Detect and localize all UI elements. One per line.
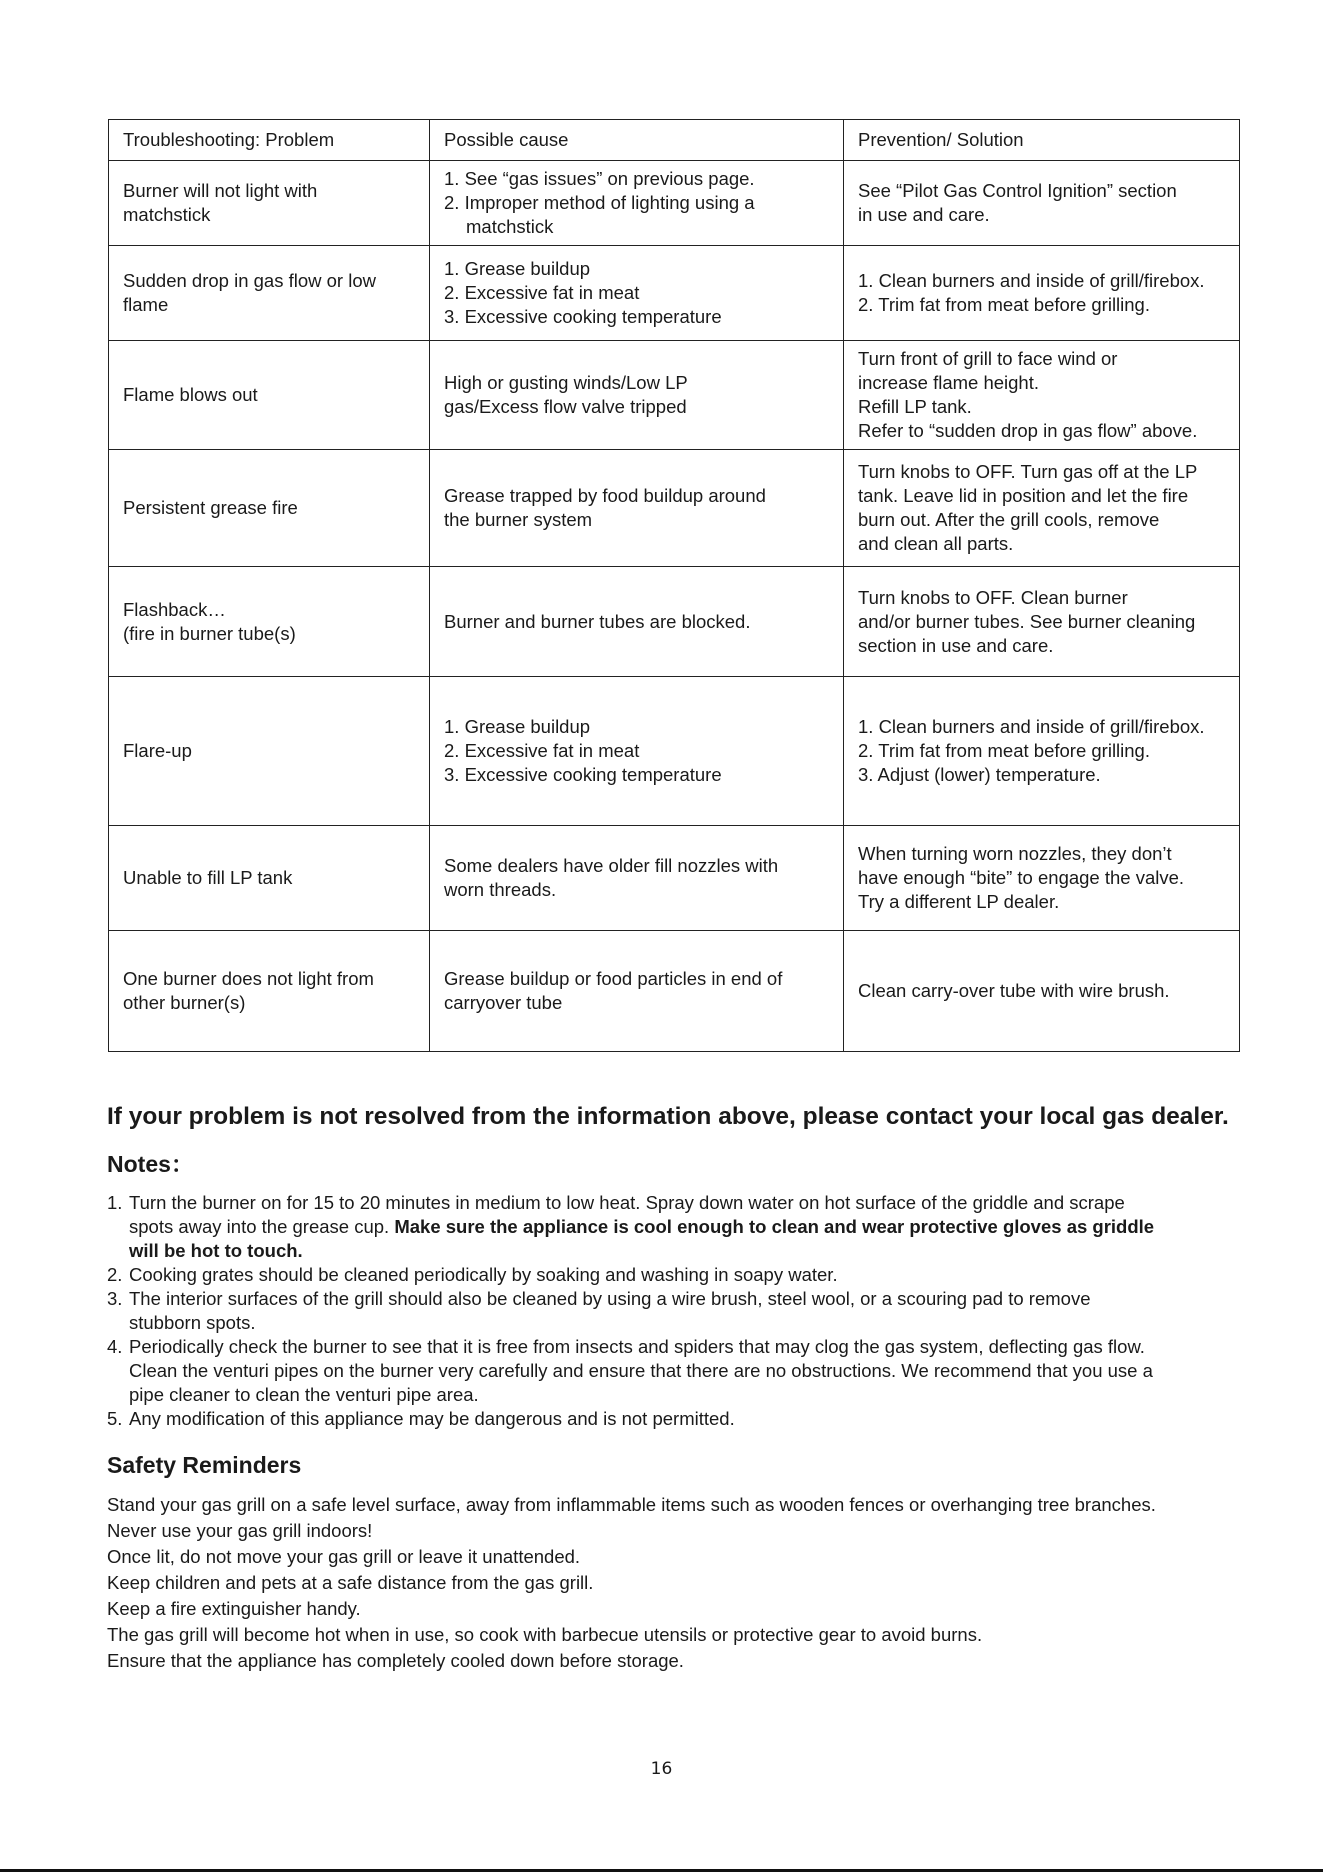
- note-number: 2.: [107, 1264, 123, 1285]
- cause-cell: [430, 341, 844, 450]
- note-line: [129, 1359, 1247, 1383]
- note-text: Cooking grates should be cleaned periodically by soaking and washing in soapy water.: [129, 1264, 838, 1285]
- cause-line: matchstick: [466, 216, 554, 237]
- solution-cell: [844, 677, 1240, 826]
- solution-line: tank. Leave lid in position and let the fire: [858, 485, 1189, 506]
- table-row: [109, 341, 1240, 450]
- note-line: [129, 1335, 1247, 1359]
- solution-line: in use and care.: [858, 204, 990, 225]
- safety-item: Stand your gas grill on a safe level surface, away from inflammable items such as wooden fences or overhanging tree branches.: [107, 1494, 1156, 1515]
- solution-line: 2. Trim fat from meat before grilling.: [858, 294, 1150, 315]
- note-number: 3.: [107, 1288, 123, 1309]
- safety-reminders-heading: Safety Reminders: [107, 1452, 302, 1478]
- cause-line: Burner and burner tubes are blocked.: [444, 610, 751, 632]
- safety-item: Once lit, do not move your gas grill or leave it unattended.: [107, 1546, 581, 1567]
- cause-line: the burner system: [444, 509, 593, 530]
- safety-reminders-list: [107, 1492, 1267, 1674]
- note-item: [107, 1191, 1247, 1263]
- note-text: pipe cleaner to clean the venturi pipe area.: [129, 1384, 479, 1405]
- cause-cell: [430, 246, 844, 341]
- cause-cell: [430, 450, 844, 567]
- problem-line: Burner will not light with: [123, 180, 318, 201]
- problem-line: other burner(s): [123, 992, 246, 1013]
- solution-line: Clean carry-over tube with wire brush.: [858, 980, 1170, 1001]
- problem-line: Flare-up: [123, 740, 192, 761]
- problem-cell: [109, 567, 430, 677]
- solution-line: Turn front of grill to face wind or: [858, 348, 1118, 369]
- safety-item: Keep children and pets at a safe distance from the gas grill.: [107, 1572, 594, 1593]
- cause-line: 2. Improper method of lighting using a: [444, 192, 755, 213]
- cause-line: Grease buildup or food particles in end of: [444, 968, 783, 989]
- cause-cell: [430, 567, 844, 677]
- cause-cell: [430, 931, 844, 1052]
- note-text: Turn the burner on for 15 to 20 minutes in medium to low heat. Spray down water on hot surface of the griddle and scrape: [129, 1192, 1125, 1213]
- solution-line: and/or burner tubes. See burner cleaning: [858, 610, 1196, 632]
- solution-line: Turn knobs to OFF. Turn gas off at the LP: [858, 461, 1198, 482]
- note-emphasis: Make sure the appliance is cool enough to clean and wear protective gloves as griddle: [394, 1216, 1155, 1237]
- problem-cell: [109, 931, 430, 1052]
- note-text: Periodically check the burner to see that it is free from insects and spiders that may clog the gas system, deflecting gas flow.: [129, 1336, 1145, 1357]
- note-line: [129, 1311, 1247, 1335]
- cause-cell: [430, 161, 844, 246]
- problem-cell: [109, 677, 430, 826]
- note-number: 5.: [107, 1408, 123, 1429]
- solution-line: 3. Adjust (lower) temperature.: [858, 764, 1101, 785]
- safety-item: The gas grill will become hot when in use, so cook with barbecue utensils or protective gear to avoid burns.: [107, 1624, 983, 1645]
- cause-line: 1. See “gas issues” on previous page.: [444, 168, 755, 189]
- solution-cell: [844, 341, 1240, 450]
- table-row: [109, 567, 1240, 677]
- problem-line: Sudden drop in gas flow or low: [123, 270, 376, 291]
- problem-line: One burner does not light from: [123, 968, 374, 989]
- cause-line: gas/Excess flow valve tripped: [444, 396, 687, 417]
- cause-line: 1. Grease buildup: [444, 716, 591, 737]
- solution-line: Refill LP tank.: [858, 396, 972, 417]
- solution-line: Turn knobs to OFF. Clean burner: [858, 586, 1128, 608]
- note-number: 4.: [107, 1336, 123, 1357]
- solution-line: When turning worn nozzles, they don’t: [858, 843, 1172, 864]
- solution-line: Try a different LP dealer.: [858, 891, 1060, 912]
- problem-cell: [109, 161, 430, 246]
- solution-line: and clean all parts.: [858, 533, 1014, 554]
- solution-cell: [844, 567, 1240, 677]
- solution-line: 1. Clean burners and inside of grill/firebox.: [858, 716, 1205, 737]
- solution-line: section in use and care.: [858, 634, 1054, 656]
- table-row: [109, 161, 1240, 246]
- cause-line: Grease trapped by food buildup around: [444, 485, 766, 506]
- problem-cell: [109, 826, 430, 931]
- table-row: [109, 246, 1240, 341]
- note-text: stubborn spots.: [129, 1312, 256, 1333]
- problem-cell: [109, 341, 430, 450]
- cause-line: worn threads.: [444, 879, 557, 900]
- troubleshooting-table: [108, 119, 1240, 1052]
- notes-list: [107, 1191, 1247, 1431]
- note-text: The interior surfaces of the grill should also be cleaned by using a wire brush, steel wool, or a scouring pad to remove: [129, 1288, 1091, 1309]
- header-possible-cause: Possible cause: [430, 120, 844, 161]
- cause-line: 2. Excessive fat in meat: [444, 282, 640, 303]
- note-line: [129, 1407, 1247, 1431]
- problem-line: Persistent grease fire: [123, 497, 298, 518]
- solution-line: increase flame height.: [858, 372, 1039, 393]
- header-prevention-solution: Prevention/ Solution: [844, 120, 1240, 161]
- solution-line: 1. Clean burners and inside of grill/firebox.: [858, 270, 1205, 291]
- note-text: Clean the venturi pipes on the burner very carefully and ensure that there are no obstructions. We recommend that you use a: [129, 1360, 1153, 1381]
- table-row: [109, 677, 1240, 826]
- cause-line: 3. Excessive cooking temperature: [444, 764, 722, 785]
- solution-cell: [844, 826, 1240, 931]
- page-number: 16: [650, 1759, 673, 1779]
- contact-dealer-statement: If your problem is not resolved from the information above, please contact your local gas dealer.: [107, 1103, 1229, 1130]
- note-text: Any modification of this appliance may be dangerous and is not permitted.: [129, 1408, 735, 1429]
- problem-line: Flame blows out: [123, 384, 258, 405]
- solution-cell: [844, 450, 1240, 567]
- cause-line: Some dealers have older fill nozzles with: [444, 855, 779, 876]
- problem-line: matchstick: [123, 204, 211, 225]
- solution-cell: [844, 246, 1240, 341]
- cause-line: 2. Excessive fat in meat: [444, 740, 640, 761]
- problem-line: flame: [123, 294, 169, 315]
- cause-line: 3. Excessive cooking temperature: [444, 306, 722, 327]
- note-item: [107, 1263, 1247, 1287]
- header-problem: Troubleshooting: Problem: [109, 120, 430, 161]
- table-header-row: [109, 120, 1240, 161]
- notes-heading: Notes：: [107, 1151, 194, 1177]
- solution-line: See “Pilot Gas Control Ignition” section: [858, 180, 1177, 201]
- note-emphasis: will be hot to touch.: [129, 1240, 303, 1261]
- note-line: [129, 1191, 1247, 1215]
- table-row: [109, 826, 1240, 931]
- table-row: [109, 450, 1240, 567]
- cause-cell: [430, 826, 844, 931]
- note-line: [129, 1239, 1247, 1263]
- note-item: [107, 1407, 1247, 1431]
- problem-cell: [109, 450, 430, 567]
- note-number: 1.: [107, 1192, 123, 1213]
- cause-cell: [430, 677, 844, 826]
- safety-item: Ensure that the appliance has completely cooled down before storage.: [107, 1650, 684, 1671]
- note-text: spots away into the grease cup.: [129, 1216, 395, 1237]
- problem-line: (fire in burner tube(s): [123, 622, 296, 644]
- note-line: [129, 1287, 1247, 1311]
- safety-item: Never use your gas grill indoors!: [107, 1520, 373, 1541]
- note-line: [129, 1383, 1247, 1407]
- cause-line: High or gusting winds/Low LP: [444, 372, 688, 393]
- cause-line: 1. Grease buildup: [444, 258, 591, 279]
- solution-line: 2. Trim fat from meat before grilling.: [858, 740, 1150, 761]
- note-line: [129, 1263, 1247, 1287]
- solution-cell: [844, 931, 1240, 1052]
- problem-line: Flashback…: [123, 598, 226, 620]
- safety-item: Keep a fire extinguisher handy.: [107, 1598, 361, 1619]
- note-item: [107, 1335, 1247, 1407]
- solution-line: burn out. After the grill cools, remove: [858, 509, 1160, 530]
- problem-line: Unable to fill LP tank: [123, 867, 293, 888]
- note-item: [107, 1287, 1247, 1335]
- note-line: [129, 1215, 1247, 1239]
- problem-cell: [109, 246, 430, 341]
- cause-line: carryover tube: [444, 992, 563, 1013]
- solution-cell: [844, 161, 1240, 246]
- solution-line: have enough “bite” to engage the valve.: [858, 867, 1185, 888]
- table-row: [109, 931, 1240, 1052]
- solution-line: Refer to “sudden drop in gas flow” above.: [858, 420, 1198, 441]
